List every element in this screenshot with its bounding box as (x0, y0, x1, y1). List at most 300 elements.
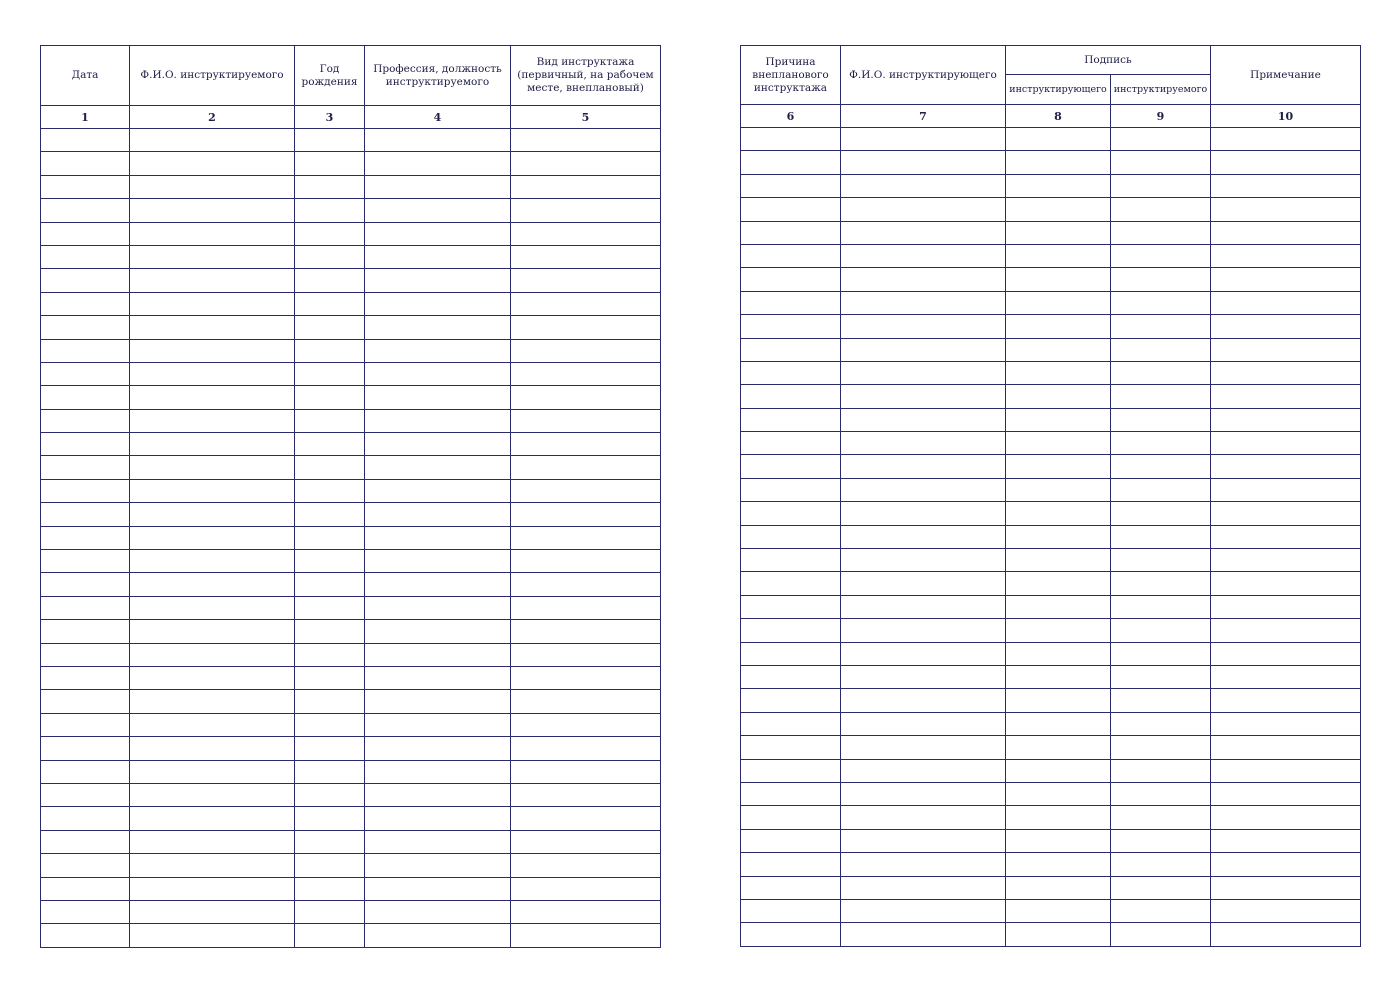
table-row (41, 245, 661, 268)
empty-cell (365, 199, 511, 222)
empty-cell (1006, 361, 1111, 384)
table-row (41, 175, 661, 198)
empty-cell (511, 573, 661, 596)
empty-cell (1006, 338, 1111, 361)
empty-cell (511, 783, 661, 806)
empty-cell (130, 713, 295, 736)
empty-cell (511, 900, 661, 923)
empty-cell (741, 525, 841, 548)
empty-cell (1111, 853, 1211, 876)
table-row (741, 198, 1361, 221)
empty-cell (365, 900, 511, 923)
empty-cell (295, 713, 365, 736)
empty-cell (130, 386, 295, 409)
table-row (41, 479, 661, 502)
empty-cell (130, 316, 295, 339)
empty-cell (511, 222, 661, 245)
empty-cell (365, 479, 511, 502)
empty-cell (130, 222, 295, 245)
empty-cell (365, 854, 511, 877)
empty-cell (741, 712, 841, 735)
empty-cell (130, 269, 295, 292)
empty-cell (365, 924, 511, 947)
empty-cell (130, 643, 295, 666)
empty-cell (1211, 595, 1361, 618)
empty-cell (41, 386, 130, 409)
empty-cell (365, 152, 511, 175)
empty-cell (741, 128, 841, 151)
empty-cell (365, 456, 511, 479)
empty-cell (1006, 572, 1111, 595)
empty-cell (841, 268, 1006, 291)
empty-cell (130, 666, 295, 689)
empty-cell (1111, 572, 1211, 595)
empty-cell (41, 690, 130, 713)
empty-cell (1111, 619, 1211, 642)
empty-cell (841, 174, 1006, 197)
empty-cell (1211, 455, 1361, 478)
empty-cell (1111, 432, 1211, 455)
right-header-row-top (741, 46, 1361, 75)
empty-cell (841, 642, 1006, 665)
column-number: 3 (295, 106, 365, 129)
empty-cell (511, 526, 661, 549)
empty-cell (841, 689, 1006, 712)
empty-cell (741, 198, 841, 221)
empty-cell (130, 760, 295, 783)
empty-cell (41, 503, 130, 526)
empty-cell (511, 386, 661, 409)
empty-cell (295, 924, 365, 947)
empty-cell (1111, 361, 1211, 384)
empty-cell (511, 854, 661, 877)
empty-cell (295, 550, 365, 573)
empty-cell (1211, 221, 1361, 244)
table-row (741, 151, 1361, 174)
empty-cell (365, 129, 511, 152)
empty-cell (1111, 923, 1211, 946)
empty-cell (741, 502, 841, 525)
empty-cell (841, 151, 1006, 174)
empty-cell (511, 596, 661, 619)
table-row (741, 385, 1361, 408)
empty-cell (511, 456, 661, 479)
empty-cell (130, 807, 295, 830)
empty-cell (1211, 876, 1361, 899)
empty-cell (741, 736, 841, 759)
table-row (41, 924, 661, 947)
left-page-table (40, 45, 661, 948)
empty-cell (1111, 408, 1211, 431)
empty-cell (1211, 572, 1361, 595)
empty-cell (511, 690, 661, 713)
empty-cell (1111, 385, 1211, 408)
empty-cell (41, 924, 130, 947)
empty-cell (295, 596, 365, 619)
empty-cell (741, 923, 841, 946)
empty-cell (1006, 244, 1111, 267)
empty-cell (295, 690, 365, 713)
empty-cell (1211, 151, 1361, 174)
empty-cell (841, 502, 1006, 525)
header-note: Примечание (1211, 46, 1361, 105)
empty-cell (1006, 853, 1111, 876)
empty-cell (511, 807, 661, 830)
empty-cell (841, 876, 1006, 899)
empty-cell (1006, 829, 1111, 852)
empty-cell (130, 596, 295, 619)
empty-cell (511, 503, 661, 526)
empty-cell (295, 666, 365, 689)
empty-cell (130, 550, 295, 573)
empty-cell (130, 175, 295, 198)
table-row (741, 712, 1361, 735)
table-row (741, 806, 1361, 829)
empty-cell (41, 175, 130, 198)
header-signature-instructed: инструктируемого (1111, 75, 1211, 105)
empty-cell (1006, 432, 1111, 455)
empty-cell (365, 877, 511, 900)
column-number: 2 (130, 106, 295, 129)
empty-cell (130, 737, 295, 760)
left-number-row (41, 106, 661, 129)
empty-cell (511, 479, 661, 502)
left-header-row (41, 46, 661, 106)
empty-cell (41, 222, 130, 245)
empty-cell (1006, 385, 1111, 408)
empty-cell (130, 199, 295, 222)
empty-cell (130, 339, 295, 362)
empty-cell (1111, 736, 1211, 759)
empty-cell (130, 409, 295, 432)
table-row (41, 152, 661, 175)
empty-cell (741, 268, 841, 291)
empty-cell (130, 292, 295, 315)
empty-cell (130, 362, 295, 385)
empty-cell (295, 620, 365, 643)
table-row (41, 596, 661, 619)
empty-cell (365, 713, 511, 736)
empty-cell (41, 643, 130, 666)
empty-cell (841, 899, 1006, 922)
table-row (41, 550, 661, 573)
empty-cell (130, 503, 295, 526)
empty-cell (41, 666, 130, 689)
empty-cell (41, 409, 130, 432)
empty-cell (365, 339, 511, 362)
empty-cell (41, 339, 130, 362)
empty-cell (1211, 338, 1361, 361)
column-number: 6 (741, 105, 841, 128)
empty-cell (1111, 291, 1211, 314)
empty-cell (841, 923, 1006, 946)
empty-cell (130, 877, 295, 900)
empty-cell (1211, 128, 1361, 151)
table-row (741, 361, 1361, 384)
table-row (741, 759, 1361, 782)
empty-cell (1111, 759, 1211, 782)
empty-cell (511, 316, 661, 339)
column-number: 8 (1006, 105, 1111, 128)
table-row (741, 829, 1361, 852)
table-row (41, 526, 661, 549)
empty-cell (295, 760, 365, 783)
empty-cell (741, 455, 841, 478)
empty-cell (130, 830, 295, 853)
empty-cell (1211, 268, 1361, 291)
empty-cell (1211, 478, 1361, 501)
empty-cell (1211, 432, 1361, 455)
empty-cell (1006, 268, 1111, 291)
empty-cell (741, 619, 841, 642)
table-row (41, 362, 661, 385)
table-row (741, 478, 1361, 501)
empty-cell (741, 174, 841, 197)
empty-cell (295, 854, 365, 877)
empty-cell (1111, 876, 1211, 899)
table-row (741, 923, 1361, 946)
empty-cell (1111, 174, 1211, 197)
empty-cell (511, 550, 661, 573)
empty-cell (295, 129, 365, 152)
empty-cell (365, 503, 511, 526)
empty-cell (841, 361, 1006, 384)
empty-cell (741, 408, 841, 431)
empty-cell (295, 830, 365, 853)
empty-cell (841, 665, 1006, 688)
table-row (41, 666, 661, 689)
empty-cell (1111, 338, 1211, 361)
table-row (741, 502, 1361, 525)
empty-cell (41, 854, 130, 877)
empty-cell (1111, 502, 1211, 525)
empty-cell (365, 760, 511, 783)
empty-cell (1006, 619, 1111, 642)
table-row (41, 269, 661, 292)
table-row (741, 619, 1361, 642)
empty-cell (295, 222, 365, 245)
table-row (41, 620, 661, 643)
empty-cell (741, 338, 841, 361)
empty-cell (41, 245, 130, 268)
empty-cell (41, 526, 130, 549)
table-row (41, 199, 661, 222)
empty-cell (365, 643, 511, 666)
empty-cell (1111, 829, 1211, 852)
empty-cell (841, 806, 1006, 829)
empty-cell (295, 362, 365, 385)
empty-cell (511, 620, 661, 643)
column-number: 5 (511, 106, 661, 129)
empty-cell (41, 783, 130, 806)
empty-cell (41, 807, 130, 830)
table-row (41, 409, 661, 432)
empty-cell (365, 550, 511, 573)
empty-cell (841, 595, 1006, 618)
table-row (41, 386, 661, 409)
table-row (41, 713, 661, 736)
empty-cell (1211, 244, 1361, 267)
empty-cell (1006, 408, 1111, 431)
table-row (741, 853, 1361, 876)
empty-cell (365, 807, 511, 830)
empty-cell (511, 760, 661, 783)
empty-cell (841, 408, 1006, 431)
empty-cell (130, 245, 295, 268)
empty-cell (1006, 198, 1111, 221)
empty-cell (1211, 549, 1361, 572)
empty-cell (1111, 642, 1211, 665)
empty-cell (295, 643, 365, 666)
empty-cell (130, 456, 295, 479)
empty-cell (130, 526, 295, 549)
empty-cell (1111, 268, 1211, 291)
empty-cell (295, 900, 365, 923)
empty-cell (365, 269, 511, 292)
empty-cell (1006, 923, 1111, 946)
empty-cell (511, 737, 661, 760)
empty-cell (365, 433, 511, 456)
header-briefing-type: Вид инструктажа (первичный, на рабочем месте, внеплановый) (511, 46, 661, 106)
empty-cell (1211, 385, 1361, 408)
empty-cell (295, 152, 365, 175)
empty-cell (365, 620, 511, 643)
table-row (741, 665, 1361, 688)
empty-cell (41, 737, 130, 760)
empty-cell (1211, 198, 1361, 221)
empty-cell (1006, 782, 1111, 805)
empty-cell (841, 221, 1006, 244)
header-signature-instructor: инструктирующего (1006, 75, 1111, 105)
empty-cell (1211, 174, 1361, 197)
empty-cell (295, 479, 365, 502)
empty-cell (741, 899, 841, 922)
empty-cell (741, 385, 841, 408)
empty-cell (295, 807, 365, 830)
empty-cell (1211, 853, 1361, 876)
table-row (41, 737, 661, 760)
empty-cell (1211, 619, 1361, 642)
table-row (741, 338, 1361, 361)
empty-cell (741, 432, 841, 455)
table-row (41, 222, 661, 245)
empty-cell (365, 386, 511, 409)
empty-cell (295, 316, 365, 339)
table-row (41, 830, 661, 853)
table-row (741, 315, 1361, 338)
table-row (41, 292, 661, 315)
empty-cell (41, 199, 130, 222)
empty-cell (841, 244, 1006, 267)
empty-cell (41, 596, 130, 619)
empty-cell (41, 550, 130, 573)
empty-cell (365, 666, 511, 689)
empty-cell (295, 573, 365, 596)
empty-cell (1006, 525, 1111, 548)
empty-cell (365, 245, 511, 268)
column-number: 9 (1111, 105, 1211, 128)
table-row (41, 854, 661, 877)
empty-cell (1111, 151, 1211, 174)
empty-cell (841, 432, 1006, 455)
right-page-table (740, 45, 1361, 947)
empty-cell (1006, 806, 1111, 829)
empty-cell (741, 361, 841, 384)
empty-cell (511, 666, 661, 689)
empty-cell (365, 362, 511, 385)
table-row (741, 549, 1361, 572)
empty-cell (841, 455, 1006, 478)
empty-cell (1211, 759, 1361, 782)
empty-cell (741, 829, 841, 852)
table-row (741, 595, 1361, 618)
empty-cell (1006, 712, 1111, 735)
table-row (41, 339, 661, 362)
empty-cell (130, 924, 295, 947)
empty-cell (41, 362, 130, 385)
empty-cell (1111, 525, 1211, 548)
empty-cell (841, 128, 1006, 151)
table-row (41, 783, 661, 806)
empty-cell (511, 152, 661, 175)
empty-cell (1111, 455, 1211, 478)
empty-cell (365, 175, 511, 198)
empty-cell (511, 292, 661, 315)
table-row (41, 573, 661, 596)
empty-cell (511, 924, 661, 947)
empty-cell (365, 222, 511, 245)
empty-cell (841, 829, 1006, 852)
table-row (741, 221, 1361, 244)
empty-cell (295, 175, 365, 198)
table-row (741, 782, 1361, 805)
empty-cell (1006, 595, 1111, 618)
header-profession: Профессия, должность инструктируемого (365, 46, 511, 106)
empty-cell (295, 456, 365, 479)
empty-cell (41, 900, 130, 923)
empty-cell (1211, 408, 1361, 431)
table-row (41, 433, 661, 456)
empty-cell (841, 315, 1006, 338)
table-row (41, 643, 661, 666)
empty-cell (130, 152, 295, 175)
empty-cell (1211, 665, 1361, 688)
column-number: 1 (41, 106, 130, 129)
column-number: 7 (841, 105, 1006, 128)
empty-cell (365, 292, 511, 315)
empty-cell (841, 525, 1006, 548)
empty-cell (41, 152, 130, 175)
empty-cell (1006, 221, 1111, 244)
header-instructed-name: Ф.И.О. инструктируемого (130, 46, 295, 106)
empty-cell (1211, 689, 1361, 712)
empty-cell (1006, 876, 1111, 899)
table-row (741, 642, 1361, 665)
empty-cell (511, 129, 661, 152)
header-unscheduled-reason: Причина внепланового инструктажа (741, 46, 841, 105)
empty-cell (841, 385, 1006, 408)
empty-cell (295, 245, 365, 268)
empty-cell (1111, 899, 1211, 922)
empty-cell (41, 292, 130, 315)
empty-cell (741, 572, 841, 595)
empty-cell (1006, 665, 1111, 688)
empty-cell (511, 175, 661, 198)
empty-cell (295, 433, 365, 456)
empty-cell (741, 151, 841, 174)
table-row (741, 455, 1361, 478)
empty-cell (295, 526, 365, 549)
